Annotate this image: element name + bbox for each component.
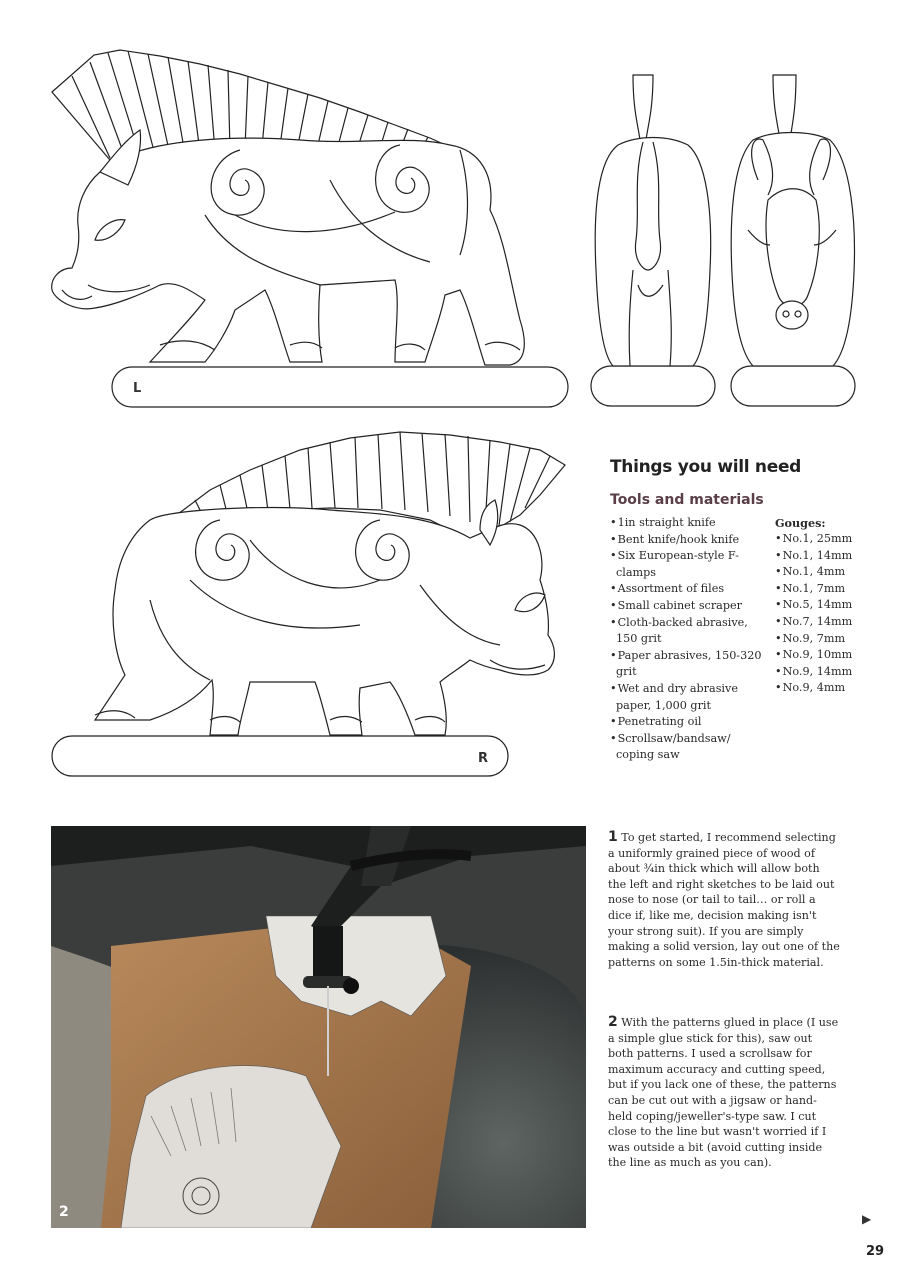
tools-list bbox=[610, 515, 768, 764]
list-item: • No.5, 14mm bbox=[775, 597, 885, 614]
list-item: • Six European-style F-clamps bbox=[610, 548, 768, 581]
list-item: • No.7, 14mm bbox=[775, 614, 885, 631]
scrollsaw-photo bbox=[51, 826, 586, 1228]
list-item: • No.1, 7mm bbox=[775, 581, 885, 598]
boar-pattern-front-view bbox=[728, 70, 858, 410]
list-item: • No.9, 14mm bbox=[775, 664, 885, 681]
list-item: • Scrollsaw/bandsaw/ coping saw bbox=[610, 731, 768, 764]
tools-heading: Tools and materials bbox=[610, 492, 764, 508]
step-1 bbox=[608, 830, 840, 970]
section-heading: Things you will need bbox=[610, 457, 802, 477]
list-item: • Penetrating oil bbox=[610, 714, 768, 731]
list-item: • Small cabinet scraper bbox=[610, 598, 768, 615]
pattern-label-left: L bbox=[133, 381, 142, 396]
boar-pattern-rear-view bbox=[588, 70, 718, 410]
photo-number: 2 bbox=[59, 1204, 69, 1220]
list-item: • No.1, 14mm bbox=[775, 548, 885, 565]
list-item: • No.1, 4mm bbox=[775, 564, 885, 581]
gouges-list bbox=[775, 531, 885, 697]
list-item: • 1in straight knife bbox=[610, 515, 768, 532]
step-number: 1 bbox=[608, 829, 618, 845]
list-item: • Paper abrasives, 150-320 grit bbox=[610, 648, 768, 681]
step-text: With the patterns glued in place (I use a simple glue stick for this), saw out both patterns. I used a scrollsaw for maximum accuracy and cutting speed, but if you lack one of these, the patterns can be cut out with a jigsaw or hand-held coping/jeweller's-type saw. I cut close to the line but wasn't worried if I was outside a bit (avoid cutting inside the line as much as you can). bbox=[608, 1016, 839, 1170]
gouges-title: Gouges: bbox=[775, 516, 826, 530]
step-text: To get started, I recommend selecting a uniformly grained piece of wood of about ¾in thick which will allow both the left and right sketches to be laid out nose to nose (or tail to tail… or roll a dice if, like me, decision making isn't your strong suit). If you are simply making a solid version, lay out one of the patterns on some 1.5in-thick material. bbox=[608, 831, 840, 969]
scrollsaw-illustration bbox=[51, 826, 586, 1228]
body-right bbox=[95, 508, 554, 735]
list-item: • Bent knife/hook knife bbox=[610, 532, 768, 549]
step-2 bbox=[608, 1015, 840, 1171]
pattern-base-right bbox=[52, 736, 508, 776]
page-number: 29 bbox=[866, 1244, 885, 1259]
list-item: • No.9, 10mm bbox=[775, 647, 885, 664]
list-item: • No.9, 7mm bbox=[775, 631, 885, 648]
list-item: • Wet and dry abrasive paper, 1,000 grit bbox=[610, 681, 768, 714]
list-item: • No.1, 25mm bbox=[775, 531, 885, 548]
next-page-arrow-icon: ▶ bbox=[862, 1212, 872, 1226]
list-item: • Assortment of files bbox=[610, 581, 768, 598]
step-number: 2 bbox=[608, 1014, 618, 1030]
list-item: • Cloth-backed abrasive, 150 grit bbox=[610, 615, 768, 648]
list-item: • No.9, 4mm bbox=[775, 680, 885, 697]
pattern-label-right: R bbox=[478, 751, 489, 766]
pattern-base-left bbox=[112, 367, 568, 407]
